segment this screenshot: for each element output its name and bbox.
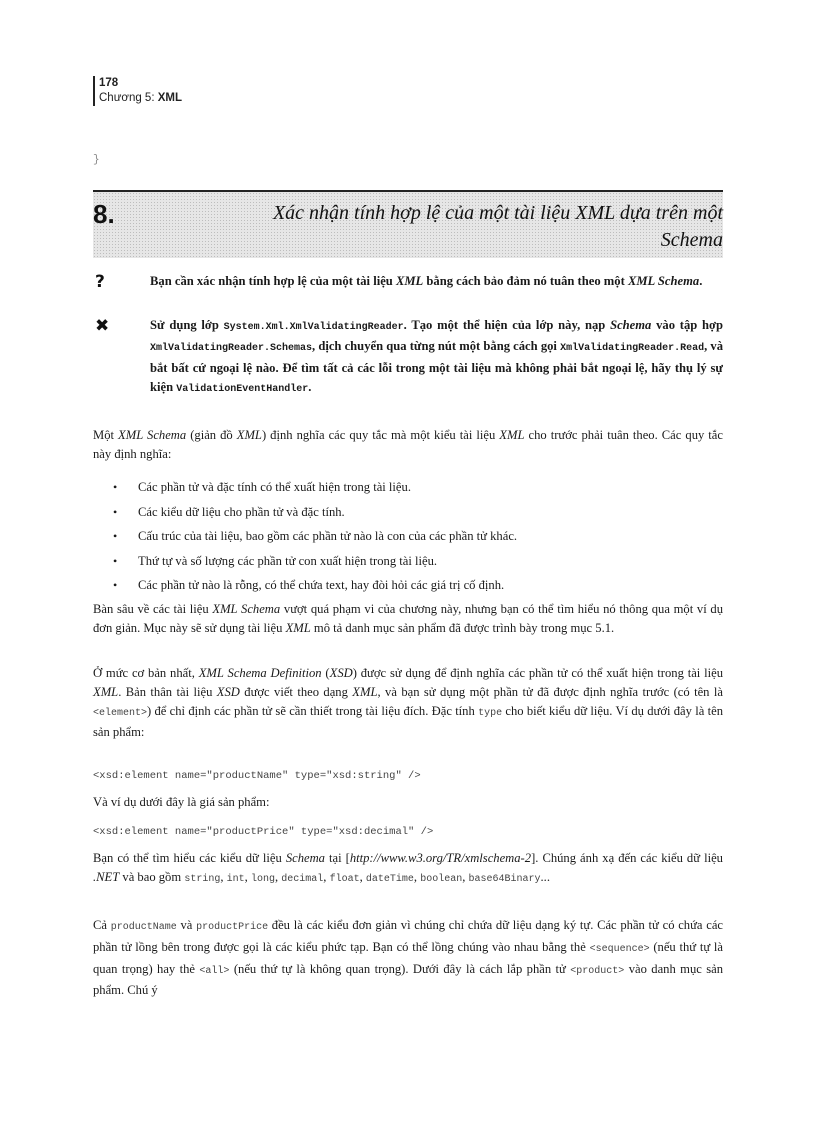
chapter-label: Chương 5: XML	[99, 92, 182, 104]
list-item: • Các kiểu dữ liệu cho phần tử và đặc tính.	[113, 504, 345, 519]
section-title-bar	[93, 190, 723, 258]
paragraph-datatypes: Bạn có thể tìm hiểu các kiểu dữ liệu Schema tại [http://www.w3.org/TR/xmlschema-2]. Chúng ánh xạ đến các kiểu dữ liệu .NET và bao gồm string, int, long, decimal, float, dateTime, boolean, base64Binary...	[93, 851, 723, 885]
section-number: 8.	[93, 199, 115, 229]
paragraph-price-intro: Và ví dụ dưới đây là giá sản phẩm:	[93, 795, 270, 809]
paragraph-complex-types: Cả productName và productPrice đều là các kiểu đơn giản vì chúng chỉ chứa dữ liệu dạng ký tự. Các phần tử có chứa các phần tử lồng bên trong được gọi là các kiểu phức tạp. Bạn có thể lồng chúng vào nhau bằng thẻ <sequence> (nếu thứ tự là quan trọng) hay thẻ <all> (nếu thứ tự là không quan trọng). Dưới đây là cách lắp phần tử <product> vào danh mục sản phẩm. Chú ý	[93, 918, 724, 998]
solution-block	[93, 316, 723, 418]
list-item: • Các phần tử và đặc tính có thể xuất hiện trong tài liệu.	[113, 480, 411, 494]
list-item: • Cấu trúc của tài liệu, bao gồm các phần tử nào là con của các phần tử khác.	[113, 529, 518, 544]
code-example-product-price: <xsd:element name="productPrice" type="xsd:decimal" />	[93, 826, 434, 838]
page-header	[93, 76, 182, 106]
page-number: 178	[99, 77, 119, 89]
code-closing-brace: }	[93, 154, 100, 166]
solution-text: Sử dụng lớp System.Xml.XmlValidatingReader. Tạo một thể hiện của lớp này, nạp Schema vào tập hợp XmlValidatingReader.Schemas, dịch chuyển qua từng nút một bằng cách gọi XmlValidatingReader.Read, và bắt bất cứ ngoại lệ nào. Để tìm tất cả các lỗi trong một tài liệu mà không phải bắt ngoại lệ, hãy thụ lý sự kiện ValidationEventHandler.	[150, 318, 724, 396]
schema-link: http://www.w3.org/TR/xmlschema-2	[349, 851, 532, 865]
list-item: • Thứ tự và số lượng các phần tử con xuất hiện trong tài liệu.	[113, 553, 438, 568]
paragraph-intro: Một XML Schema (giản đồ XML) định nghĩa các quy tắc mà một kiểu tài liệu XML cho trước phải tuân theo. Các quy tắc này định nghĩa:	[93, 428, 723, 461]
code-example-product-name: <xsd:element name="productName" type="xsd:string" />	[93, 770, 421, 782]
section-title: Xác nhận tính hợp lệ của một tài liệu XML dựa trên một Schema	[272, 202, 723, 251]
paragraph-scope: Bàn sâu về các tài liệu XML Schema vượt quá phạm vi của chương này, nhưng bạn có thể tìm hiểu nó thông qua một ví dụ đơn giản. Mục này sẽ sử dụng tài liệu XML mô tả danh mục sản phẩm đã được trình bày trong mục 5.1.	[93, 602, 723, 635]
paragraph-xsd: Ở mức cơ bản nhất, XML Schema Definition (XSD) được sử dụng để định nghĩa các phần tử có thể xuất hiện trong tài liệu XML. Bản thân tài liệu XSD được viết theo dạng XML, và bạn sử dụng một phần tử đã được định nghĩa trước (có tên là <element>) để chỉ định các phần tử sẽ cần thiết trong tài liệu đích. Đặc tính type cho biết kiểu dữ liệu. Ví dụ dưới đây là tên sản phẩm:	[93, 666, 724, 740]
list-item: • Các phần tử nào là rỗng, có thể chứa text, hay đòi hỏi các giá trị cố định.	[113, 578, 505, 593]
tools-icon: ✖	[95, 316, 110, 336]
chapter-name: XML	[157, 92, 182, 104]
question-mark-icon: ?	[95, 272, 105, 292]
rules-list	[93, 478, 723, 601]
problem-text: Bạn cần xác nhận tính hợp lệ của một tài liệu XML bằng cách bảo đảm nó tuân theo một XML Schema.	[150, 274, 703, 288]
problem-block	[93, 272, 723, 314]
